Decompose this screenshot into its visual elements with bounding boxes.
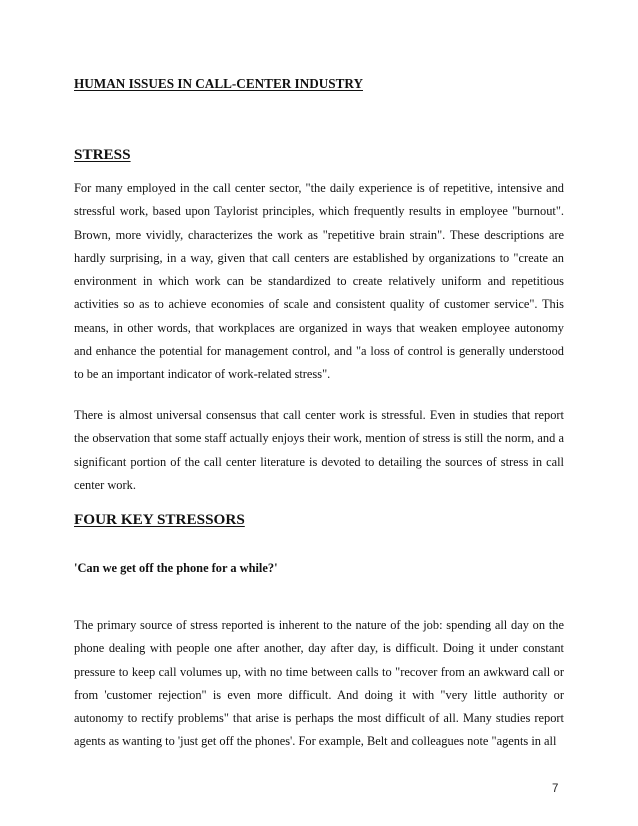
- section-heading-stress: STRESS: [74, 146, 131, 163]
- stressors-paragraph-1: The primary source of stress reported is inherent to the nature of the job: spending all day on the phone dealing with people one after another, day after day, is difficult. Doing it under constant pressure to keep call volumes up, with no time between calls to "recover from an awkward call or from 'customer rejection" is even more difficult. And doing it with "very little authority or autonomy to rectify problems" that arise is perhaps the most difficult of all. Many studies report agents as wanting to 'just get off the phones'. For example, Belt and colleagues note "agents in all: [74, 618, 564, 749]
- document-title: HUMAN ISSUES IN CALL-CENTER INDUSTRY: [74, 76, 363, 91]
- page-number: 7: [552, 783, 559, 795]
- stress-paragraph-1: For many employed in the call center sector, "the daily experience is of repetitive, intensive and stressful work, based upon Taylorist principles, which frequently results in employee "burnout". Brown, more vividly, characterizes the work as "repetitive brain strain". These descriptions are hardly surprising, in a way, given that call centers are established by organizations to "create an environment in which work can be standardized to create relatively uniform and repetitious activities so as to achieve economies of scale and consistent quality of customer service". This means, in other words, that workplaces are organized in ways that weaken employee autonomy and enhance the potential for management control, and "a loss of control is generally understood to be an important indicator of work-related stress".: [74, 181, 564, 382]
- stress-paragraph-2: There is almost universal consensus that call center work is stressful. Even in studies that report the observation that some staff actually enjoys their work, mention of stress is still the norm, and a significant portion of the call center literature is devoted to detailing the sources of stress in call center work.: [74, 408, 564, 492]
- section-heading-four-key-stressors: FOUR KEY STRESSORS: [74, 511, 245, 528]
- stressor-subheading: 'Can we get off the phone for a while?': [74, 561, 278, 575]
